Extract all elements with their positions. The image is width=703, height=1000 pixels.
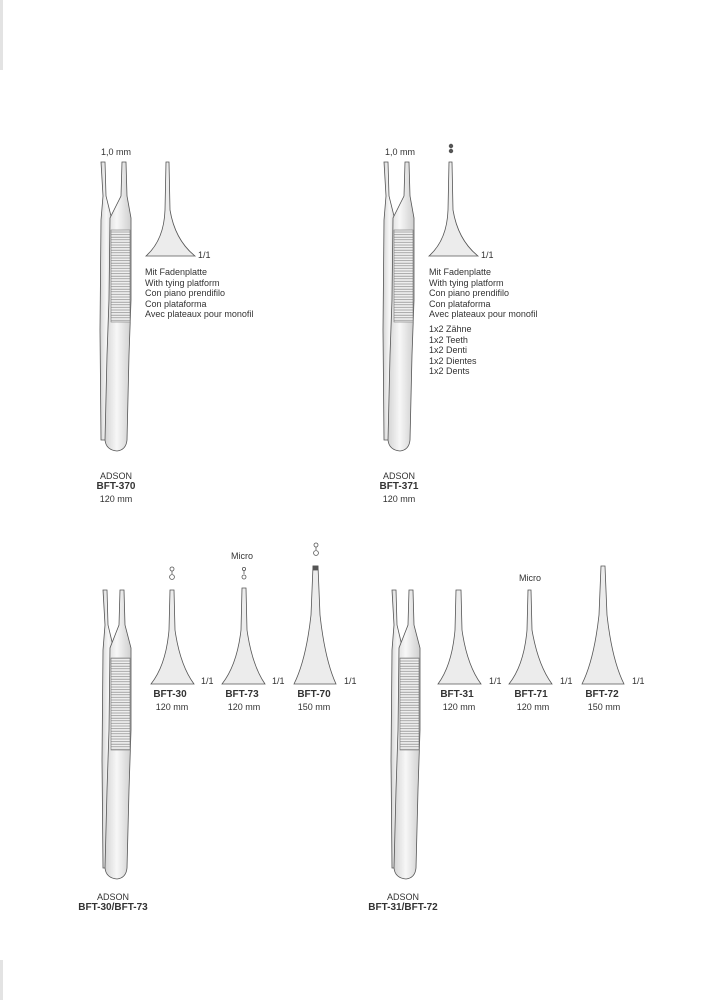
scale-label: 1/1	[481, 250, 494, 260]
product-length: 120 mm	[155, 702, 189, 712]
micro-label: Micro	[519, 573, 541, 583]
description-list	[429, 267, 537, 320]
tip-detail-bft-30	[151, 567, 194, 684]
teeth-line: 1x2 Dents	[429, 366, 470, 376]
product-code: BFT-70	[297, 689, 331, 700]
product-length: 120 mm	[442, 702, 476, 712]
tip-detail-bft-371	[429, 144, 478, 256]
description-line: Con piano prendifilo	[145, 288, 226, 298]
family-label: ADSON	[99, 471, 132, 481]
product-length: 120 mm	[382, 494, 416, 504]
product-length: 150 mm	[297, 702, 331, 712]
forceps-bft-30-73	[102, 590, 131, 879]
product-code: BFT-371	[379, 481, 419, 492]
tip-size-label: 1,0 mm	[101, 147, 132, 157]
tip-detail-bft-72	[582, 566, 624, 684]
teeth-list	[429, 324, 477, 377]
product-code: BFT-71	[514, 689, 548, 700]
scale-label: 1/1	[560, 676, 573, 686]
scale-label: 1/1	[201, 676, 214, 686]
product-code: BFT-31	[440, 689, 474, 700]
forceps-bft-371	[383, 162, 414, 451]
micro-label: Micro	[231, 551, 253, 561]
tip-detail-bft-31	[438, 590, 481, 684]
description-line: Con piano prendifilo	[429, 288, 510, 298]
tip-detail-bft-370	[146, 162, 195, 256]
family-label: ADSON	[96, 892, 129, 902]
scale-label: 1/1	[272, 676, 285, 686]
description-line: Avec plateaux pour monofil	[145, 309, 254, 319]
teeth-line: 1x2 Teeth	[429, 334, 468, 345]
product-length: 120 mm	[516, 702, 550, 712]
product-code: BFT-370	[96, 481, 136, 492]
product-codes: BFT-31/BFT-72	[368, 902, 438, 913]
description-line: Mit Fadenplatte	[145, 267, 208, 277]
product-codes: BFT-30/BFT-73	[78, 902, 148, 913]
scale-label: 1/1	[344, 676, 357, 686]
description-line: With tying platform	[145, 277, 220, 288]
tip-detail-bft-71	[509, 590, 552, 684]
product-code: BFT-30	[153, 689, 187, 700]
family-label: ADSON	[386, 892, 419, 902]
product-code: BFT-72	[585, 689, 619, 700]
product-length: 120 mm	[227, 702, 261, 712]
tip-detail-bft-73	[222, 567, 265, 684]
product-length: 150 mm	[587, 702, 621, 712]
teeth-line: 1x2 Zähne	[429, 324, 472, 334]
tip-size-label: 1,0 mm	[385, 147, 416, 157]
forceps-bft-370	[100, 162, 131, 451]
description-list	[145, 267, 253, 320]
description-line: With tying platform	[429, 277, 504, 288]
description-line: Avec plateaux pour monofil	[429, 309, 538, 319]
forceps-bft-31-72	[391, 590, 420, 879]
description-line: Con plataforma	[429, 298, 491, 309]
teeth-line: 1x2 Denti	[429, 345, 468, 355]
family-label: ADSON	[382, 471, 415, 481]
teeth-line: 1x2 Dientes	[429, 355, 477, 366]
scale-label: 1/1	[632, 676, 645, 686]
description-line: Mit Fadenplatte	[429, 267, 492, 277]
product-code: BFT-73	[225, 689, 259, 700]
description-line: Con plataforma	[145, 298, 207, 309]
product-length: 120 mm	[99, 494, 133, 504]
scale-label: 1/1	[489, 676, 502, 686]
tip-detail-bft-70	[294, 543, 336, 684]
scale-label: 1/1	[198, 250, 211, 260]
